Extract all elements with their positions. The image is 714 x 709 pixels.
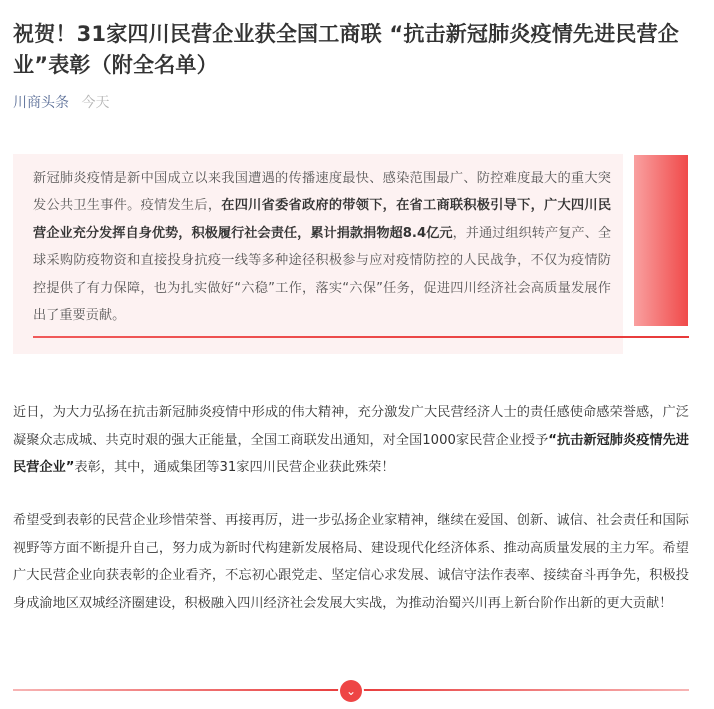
p1-text-part1: 近日，为大力弘扬在抗击新冠肺炎疫情中形成的伟大精神，充分激发广大民营经济人士的责任感使命感荣誉感，广泛凝聚众志成城、共克时艰的强大正能量，全国工商联发出通知，对全国1000家民营企业授予 <box>13 405 689 448</box>
decorative-red-bar <box>634 155 688 326</box>
intro-paragraph <box>33 165 611 329</box>
intro-underline <box>33 336 689 338</box>
publish-date: 今天 <box>81 95 110 111</box>
award-name: “抗击新冠肺炎疫情先进民营企业” <box>13 432 689 476</box>
intro-bold-text: 在四川省委省政府的带领下，在省工商联积极引导下，广大四川民营企业充分发挥自身优势，积极履行社会责任，累计捐款捐物超8.4亿元 <box>33 198 612 241</box>
article-meta <box>13 93 109 113</box>
source-link[interactable]: 川商头条 <box>13 95 69 111</box>
body-paragraph-1 <box>13 399 689 482</box>
intro-text-part1: 新冠肺炎疫情是新中国成立以来我国遭遇的传播速度最快、感染范围最广、防控难度最大的重大突发公共卫生事件。疫情发生后， <box>33 171 611 214</box>
article-title: 祝贺！31家四川民营企业获全国工商联 “抗击新冠肺炎疫情先进民营企业”表彰（附全名单） <box>13 22 679 77</box>
chevron-down-icon: ⌄ <box>340 680 362 702</box>
body-paragraph-2: 希望受到表彰的民营企业珍惜荣誉、再接再厉，进一步弘扬企业家精神，继续在爱国、创新、诚信、社会责任和国际视野等方面不断提升自己，努力成为新时代构建新发展格局、建设现代化经济体系、推动高质量发展的主力军。希望广大民营企业向获表彰的企业看齐，不忘初心跟党走、坚定信心求发展、诚信守法作表率、接续奋斗再争先，积极投身成渝地区双城经济圈建设，积极融入四川经济社会发展大实战，为推动治蜀兴川再上新台阶作出新的更大贡献！ <box>13 513 689 611</box>
p1-text-part2: 表彰，其中，通威集团等31家四川民营企业获此殊荣！ <box>74 460 395 476</box>
intro-text-part2: ，并通过组织转产复产、全球采购防疫物资和直接投身抗疫一线等多种途径积极参与应对疫情防控的人民战争，不仅为疫情防控提供了有力保障，也为扎实做好“六稳”工作，落实“六保”任务，促进四川经济社会高质量发展作出了重要贡献。 <box>33 225 612 324</box>
